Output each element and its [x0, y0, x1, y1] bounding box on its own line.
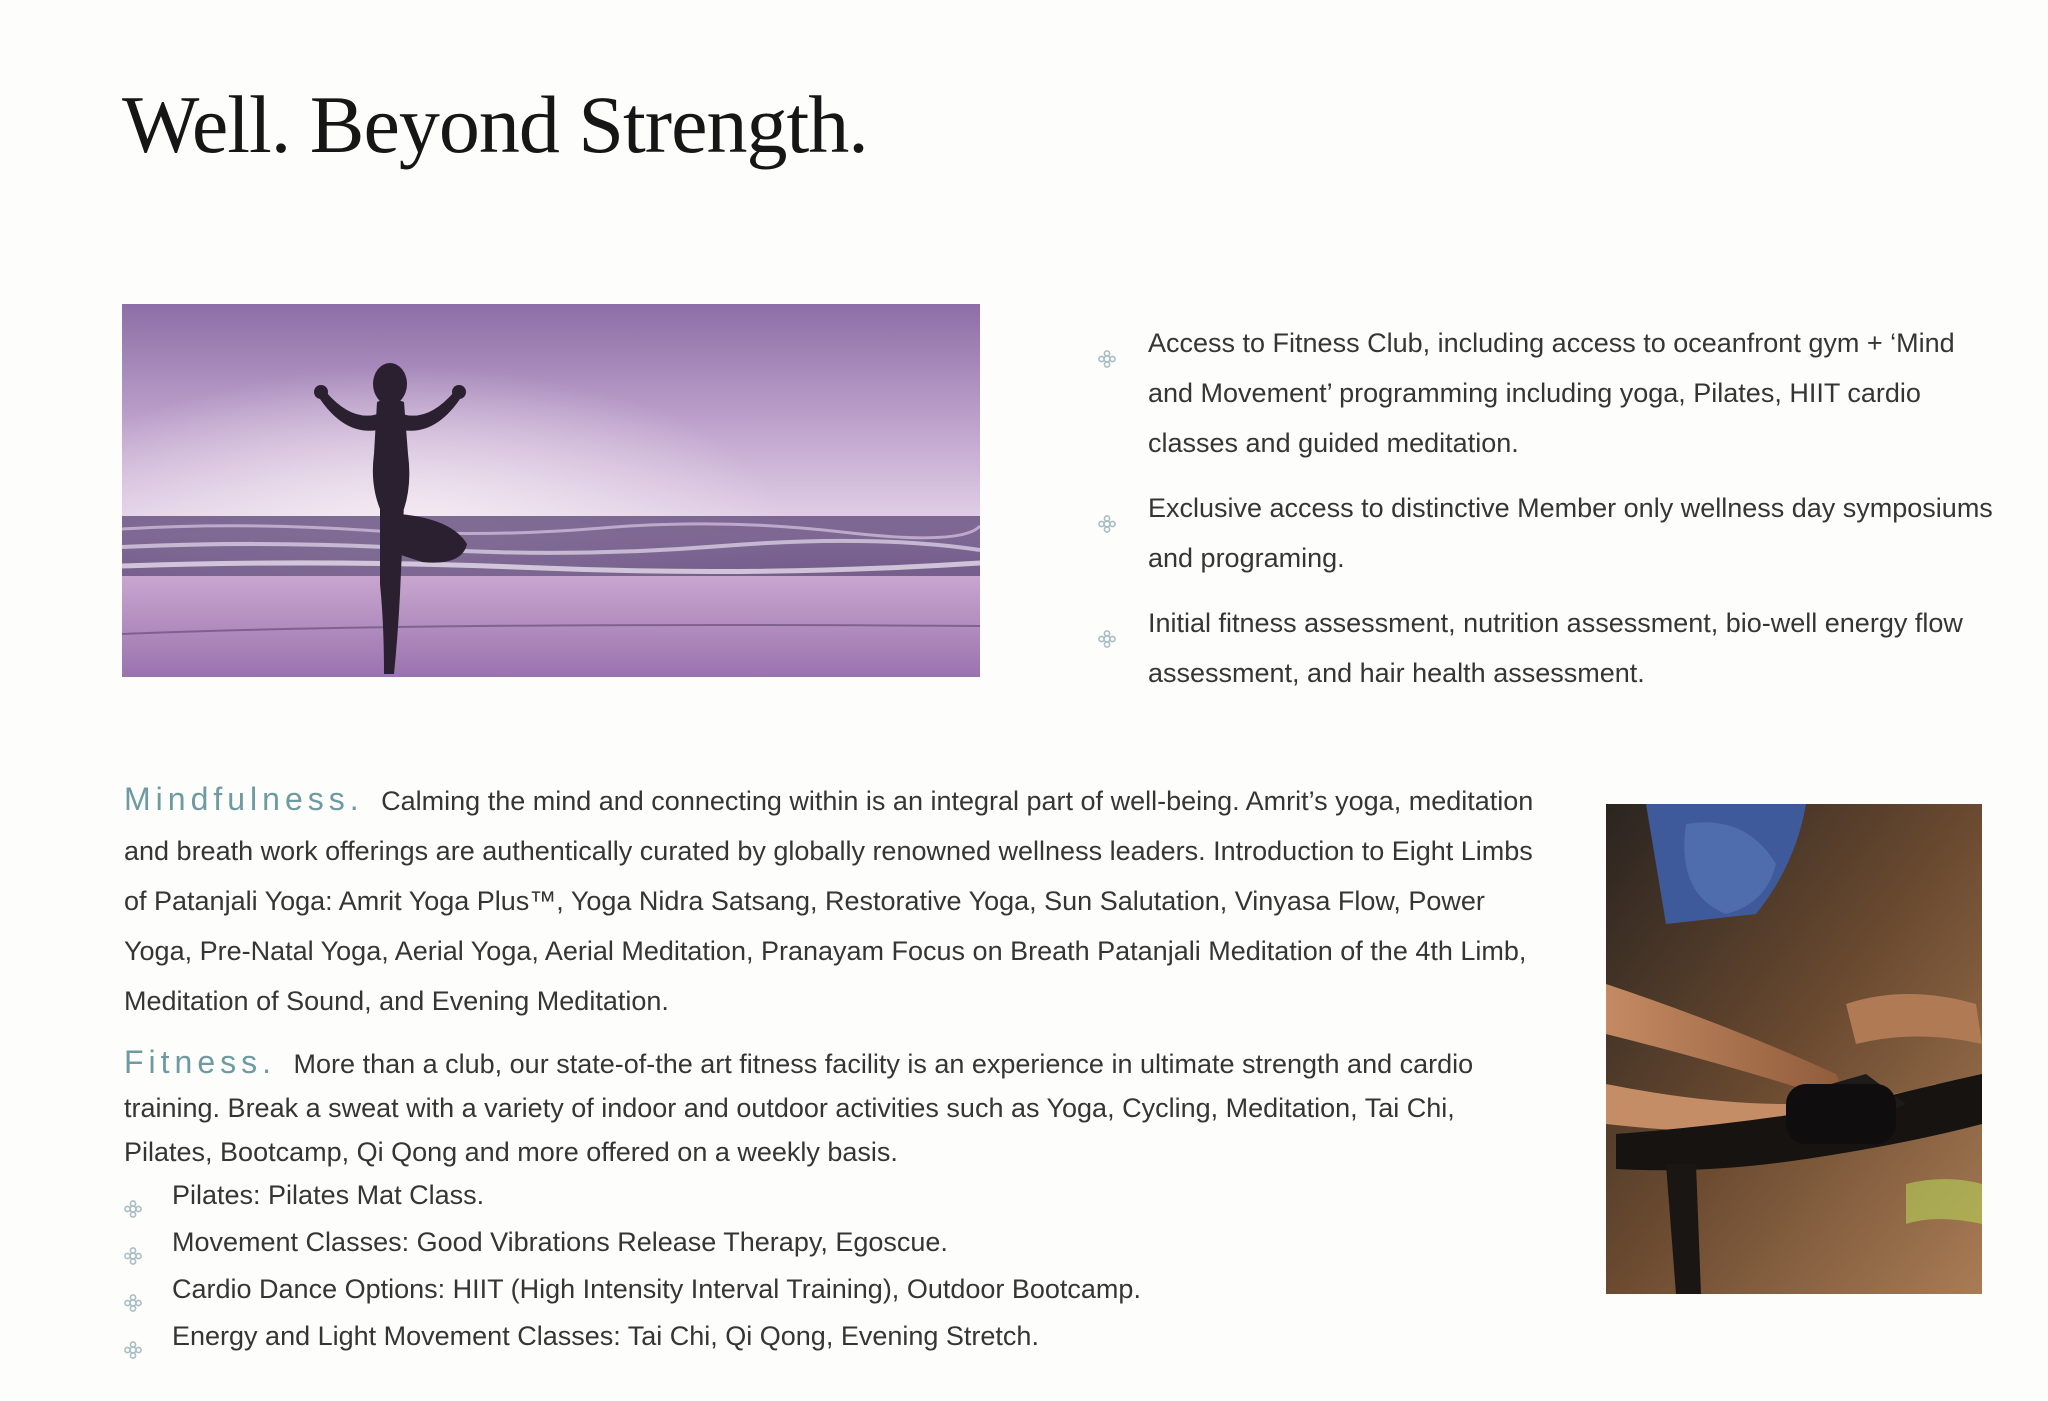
- fitness-heading: Fitness.: [124, 1044, 277, 1080]
- fitness-text: More than a club, our state-of-the art fitness facility is an experience in ultimate strength and cardio training. Break a sweat with a variety of indoor and outdoor activities such as Yoga, Cycling, Meditation, Tai Chi, Pilates, Bootcamp, Qi Qong and more offered on a weekly basis.: [124, 1049, 1474, 1167]
- flower-bullet-icon: [124, 1186, 142, 1204]
- list-item-text: Pilates: Pilates Mat Class.: [172, 1180, 485, 1210]
- list-item-text: Exclusive access to distinctive Member only wellness day symposiums and programing.: [1148, 493, 1993, 573]
- fitness-classes-list: [124, 1172, 1524, 1360]
- list-item: [124, 1172, 1524, 1219]
- list-item-text: Energy and Light Movement Classes: Tai Chi, Qi Qong, Evening Stretch.: [172, 1321, 1039, 1351]
- list-item-text: Initial fitness assessment, nutrition assessment, bio-well energy flow assessment, and hair health assessment.: [1148, 608, 1963, 688]
- list-item: [1098, 483, 1998, 583]
- flower-bullet-icon: [124, 1233, 142, 1251]
- flower-bullet-icon: [1098, 614, 1116, 632]
- flower-bullet-icon: [124, 1280, 142, 1298]
- flower-bullet-icon: [1098, 499, 1116, 517]
- membership-benefits-list: [1098, 318, 1998, 713]
- yoga-beach-photo: [122, 304, 980, 677]
- fitness-paragraph: [124, 1040, 1534, 1174]
- list-item: [124, 1219, 1524, 1266]
- flower-bullet-icon: [124, 1327, 142, 1345]
- cycling-class-photo: [1606, 804, 1982, 1294]
- list-item: [1098, 318, 1998, 468]
- page-title: Well. Beyond Strength.: [122, 79, 868, 170]
- list-item: [124, 1313, 1524, 1360]
- mindfulness-heading: Mindfulness.: [124, 781, 364, 817]
- list-item-text: Cardio Dance Options: HIIT (High Intensity Interval Training), Outdoor Bootcamp.: [172, 1274, 1141, 1304]
- list-item: [1098, 598, 1998, 698]
- flower-bullet-icon: [1098, 334, 1116, 352]
- mindfulness-text: Calming the mind and connecting within is an integral part of well-being. Amrit’s yoga, meditation and breath work offerings are authentically curated by globally renowned wellness leaders. Introduction to Eight Limbs of Patanjali Yoga: Amrit Yoga Plus™, Yoga Nidra Satsang, Restorative Yoga, Sun Salutation, Vinyasa Flow, Power Yoga, Pre-Natal Yoga, Aerial Yoga, Aerial Meditation, Pranayam Focus on Breath Patanjali Meditation of the 4th Limb, Meditation of Sound, and Evening Meditation.: [124, 786, 1534, 1016]
- mindfulness-paragraph: [124, 774, 1534, 1026]
- list-item-text: Access to Fitness Club, including access to oceanfront gym + ‘Mind and Movement’ programming including yoga, Pilates, HIIT cardio classes and guided meditation.: [1148, 328, 1955, 458]
- list-item-text: Movement Classes: Good Vibrations Release Therapy, Egoscue.: [172, 1227, 948, 1257]
- list-item: [124, 1266, 1524, 1313]
